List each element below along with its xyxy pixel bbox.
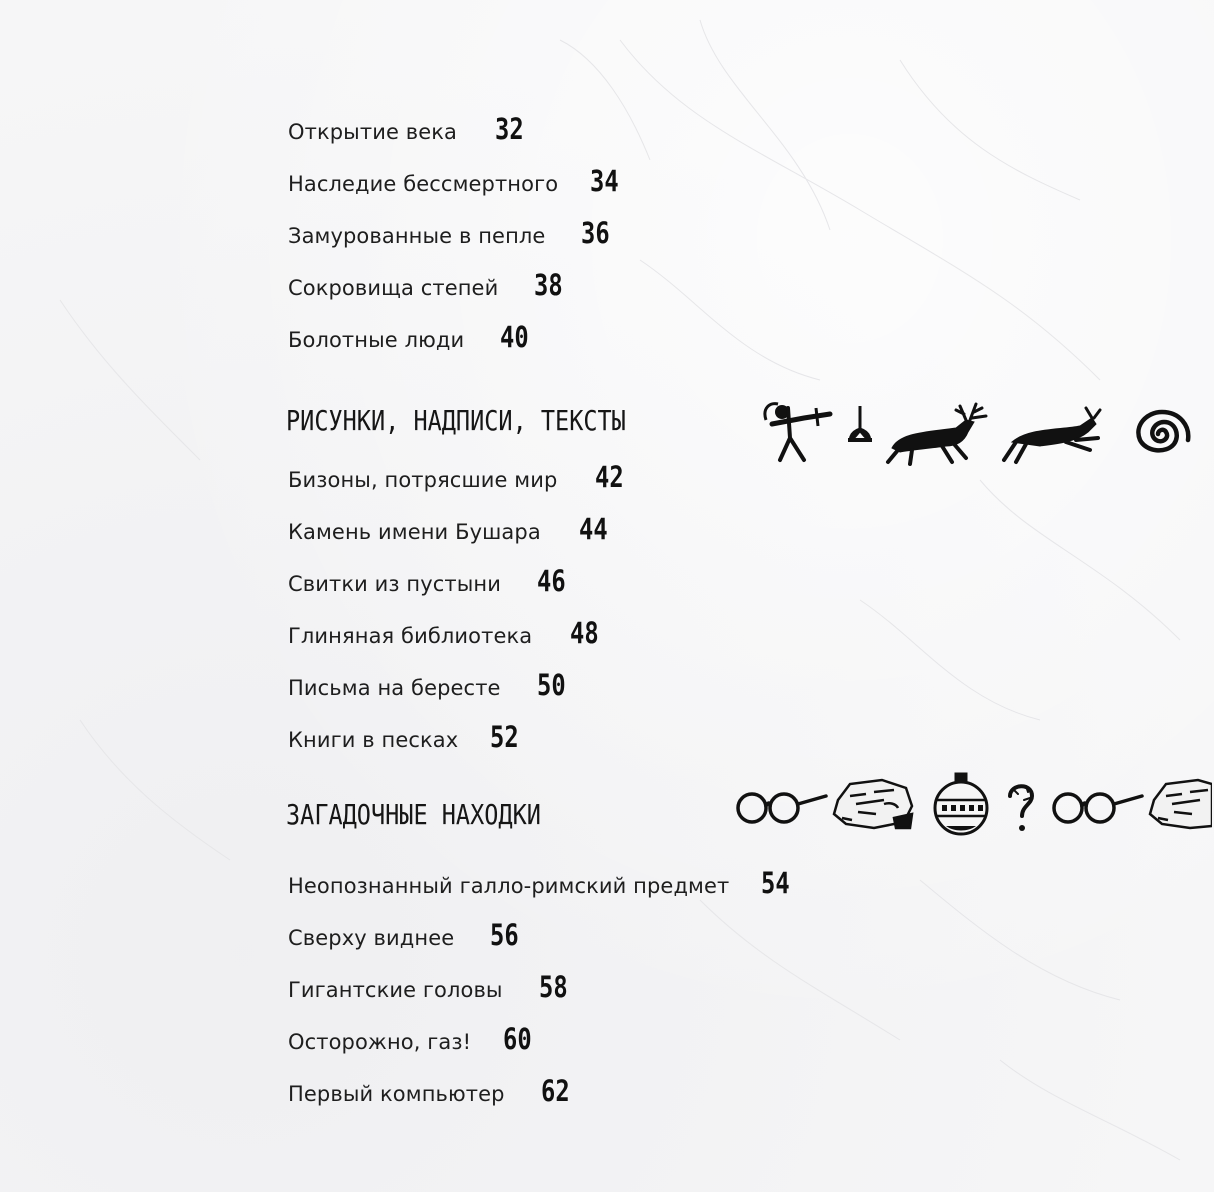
toc-entry-title: Гигантские головы <box>288 978 503 1002</box>
toc-entry-title: Письма на бересте <box>288 676 501 700</box>
toc-entry-title: Свитки из пустыни <box>288 572 502 596</box>
mystery-objects-icon-strip <box>734 770 1212 836</box>
toc-entry[interactable] <box>288 216 616 250</box>
toc-entry-title: Болотные люди <box>288 328 465 352</box>
toc-entry[interactable] <box>288 164 625 198</box>
toc-entry-page: 52 <box>490 720 519 754</box>
toc-entry[interactable] <box>288 460 630 494</box>
toc-entry-title: Сокровища степей <box>288 276 499 300</box>
toc-entry-page: 38 <box>534 268 563 302</box>
glasses-icon <box>1054 794 1142 822</box>
toc-entry-title: Наследие бессмертного <box>288 172 559 196</box>
toc-entry-page: 46 <box>537 564 566 598</box>
glasses-icon <box>738 794 826 822</box>
toc-entry-page: 48 <box>570 616 599 650</box>
toc-entry[interactable] <box>288 918 525 952</box>
toc-entry[interactable] <box>288 564 572 598</box>
toc-entry[interactable] <box>288 1074 576 1108</box>
toc-entry-title: Неопознанный галло-римский предмет <box>288 874 730 898</box>
hunter-archer-icon <box>765 404 830 460</box>
stone-head-icon <box>834 780 912 828</box>
toc-entry[interactable] <box>288 1022 538 1056</box>
toc-entry-page: 50 <box>536 668 566 702</box>
toc-entry[interactable] <box>288 720 525 754</box>
toc-entry-page: 40 <box>500 320 529 354</box>
candy-cane-icon <box>1010 786 1032 831</box>
ornament-ball-icon <box>935 774 987 834</box>
toc-entry-title: Глиняная библиотека <box>288 624 533 648</box>
toc-entry-title: Камень имени Бушара <box>288 520 541 544</box>
toc-entry-page: 32 <box>494 112 524 146</box>
toc-entry[interactable] <box>288 970 574 1004</box>
hand-print-icon <box>848 406 872 440</box>
toc-entry-page: 42 <box>595 460 625 494</box>
toc-entry[interactable] <box>288 512 614 546</box>
toc-entry[interactable] <box>288 668 571 702</box>
toc-entry-page: 34 <box>590 164 619 198</box>
toc-entry-title: Замурованные в пепле <box>288 224 546 248</box>
section-heading: ЗАГАДОЧНЫЕ НАХОДКИ <box>286 798 541 831</box>
toc-entry-title: Открытие века <box>288 120 457 144</box>
toc-entry-page: 54 <box>761 866 790 900</box>
toc-entry-title: Первый компьютер <box>288 1082 505 1106</box>
rock-art-icon-strip <box>760 398 1200 470</box>
toc-entry-title: Осторожно, газ! <box>288 1030 472 1054</box>
toc-entry[interactable] <box>288 268 569 302</box>
spiral-icon <box>1138 412 1188 450</box>
toc-entry-page: 58 <box>538 970 568 1004</box>
toc-entry-page: 36 <box>581 216 611 250</box>
toc-entry[interactable] <box>288 866 796 900</box>
reindeer-icon <box>888 404 986 464</box>
toc-entry-title: Бизоны, потрясшие мир <box>288 468 558 492</box>
toc-entry-page: 44 <box>578 512 608 546</box>
running-deer-icon <box>1004 408 1100 462</box>
toc-entry-title: Книги в песках <box>288 728 459 752</box>
toc-entry[interactable] <box>288 112 530 146</box>
toc-entry[interactable] <box>288 320 535 354</box>
toc-entry-title: Сверху виднее <box>288 926 455 950</box>
toc-entry[interactable] <box>288 616 605 650</box>
section-heading: РИСУНКИ, НАДПИСИ, ТЕКСТЫ <box>286 404 626 437</box>
stone-head-icon <box>1150 780 1212 828</box>
toc-entry-page: 56 <box>490 918 519 952</box>
toc-entry-page: 62 <box>540 1074 570 1108</box>
toc-entry-page: 60 <box>503 1022 532 1056</box>
